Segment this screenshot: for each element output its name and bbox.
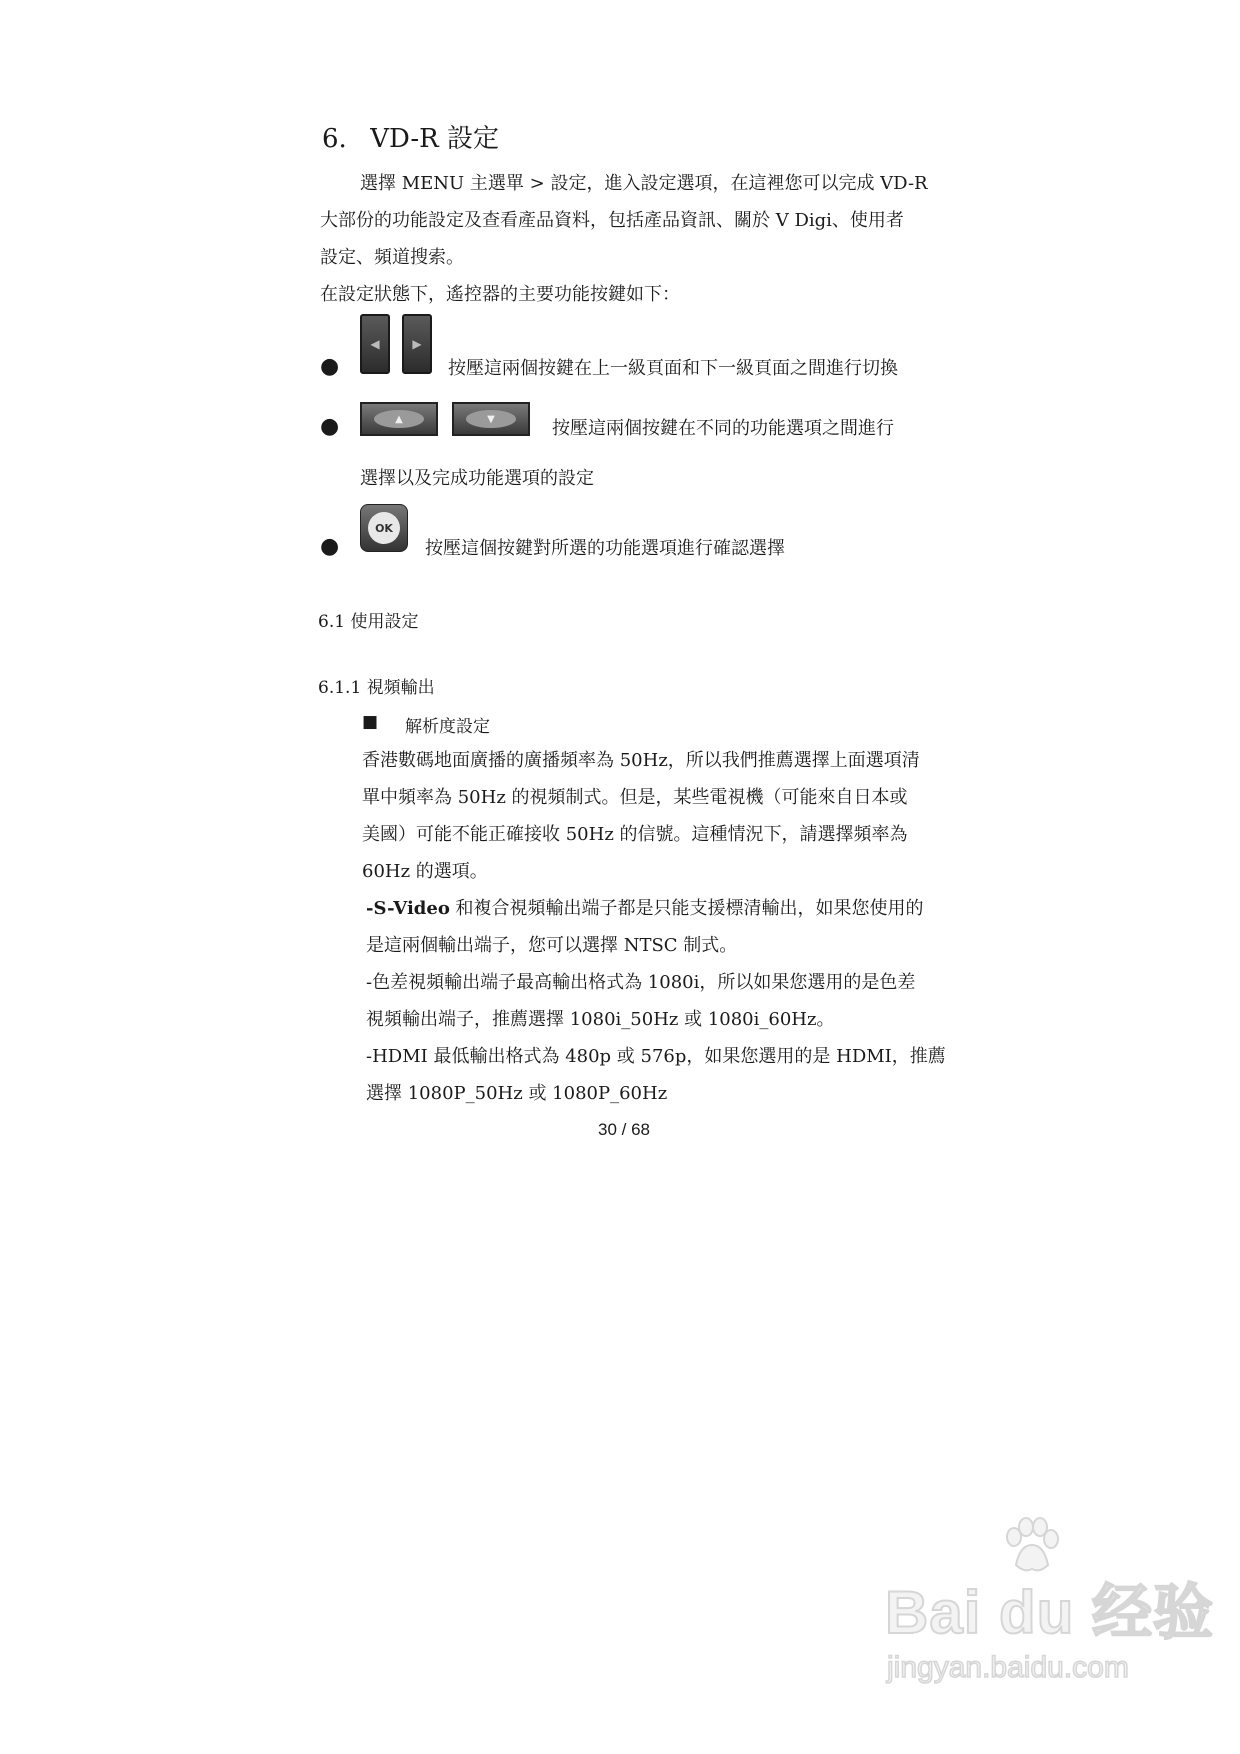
watermark-logo: Bai du 经验 [885,1579,1215,1646]
heading-title: VD-R 設定 [370,124,499,154]
svideo-bold: -S-Video [366,898,450,919]
document-page: 6. VD-R 設定 選擇 MENU 主選單 > 設定，進入設定選項，在這裡您可以完成 VD-R 大部份的功能設定及查看產品資料，包括產品資訊、關於 V Digi、使用者 設定、頻道搜索。 在設定狀態下，遙控器的主要功能按鍵如下： ● ◀ ▶ 按壓這兩個按鍵在上一級頁面和下一級頁面之間進行切換 ● ▲ ▼ 按壓這兩個按鍵在不同的功能選項之間進行 選擇以及完成功能選項的設定 ● OK 按壓這個按鍵對所選的功能選項進行確認選擇 6.1 使用設定 6.1.1 視頻輸出 ■ 解析度設定 香港數碼地面廣播的廣播頻率為 50Hz，所以我們推薦選擇上面選項清 單中頻率為 50Hz 的視頻制式。但是，某些電視機（可能來自日本或 美國）可能不能正確接收 50Hz 的信號。這種情況下，請選擇頻率為 60Hz 的選項。 -S-Video 和複合視頻輸出端子都是只能支援標清輸出，如果您使用的 是這兩個輸出端子，您可以選擇 NTSC 制式。 -色差視頻輸出端子最高輸出格式為 1080i，所以如果您選用的是色差 視頻輸出端子，推薦選擇 1080i_50Hz 或 1080i_60Hz。 -HDMI 最低輸出格式為 480p 或 576p，如果您選用的是 HDMI，推薦 選擇 1080P_50Hz 或 1080P_60Hz 30 / 68 Bai du 经验 jingyan.baidu.com [0,0,1240,1754]
square-bullet: ■ [362,712,379,732]
page-number: 30 / 68 [598,1120,650,1139]
intro-line-2: 大部份的功能設定及查看產品資料，包括產品資訊、關於 V Digi、使用者 [320,210,904,231]
intro-line-1: 選擇 MENU 主選單 > 設定，進入設定選項，在這裡您可以完成 VD-R [360,173,928,194]
body-line-2: 單中頻率為 50Hz 的視頻制式。但是，某些電視機（可能來自日本或 [362,787,908,808]
body-line-4: 60Hz 的選項。 [362,861,488,882]
intro-line-3: 設定、頻道搜索。 [320,247,464,268]
hdmi-line-1: -HDMI 最低輸出格式為 480p 或 576p，如果您選用的是 HDMI，推薦 [366,1046,946,1067]
bullet-text-3: 按壓這個按鍵對所選的功能選項進行確認選擇 [425,538,785,559]
subsection-title: 解析度設定 [405,717,490,737]
hdmi-line-2: 選擇 1080P_50Hz 或 1080P_60Hz [366,1083,668,1104]
bullet-text-1: 按壓這兩個按鍵在上一級頁面和下一級頁面之間進行切換 [448,358,898,379]
bullet-text-2: 按壓這兩個按鍵在不同的功能選項之間進行 [552,418,894,439]
component-line-1: -色差視頻輸出端子最高輸出格式為 1080i，所以如果您選用的是色差 [366,972,916,993]
watermark-url: jingyan.baidu.com [887,1651,1129,1684]
svideo-line-1 [366,890,924,927]
svideo-line-2: 是這兩個輸出端子，您可以選擇 NTSC 制式。 [366,935,738,956]
baidu-watermark [885,1565,1214,1685]
bullet-dot: ● [320,414,340,439]
ok-label: OK [368,512,400,544]
section-6-1: 6.1 使用設定 [318,612,419,632]
bullet-text-2b: 選擇以及完成功能選項的設定 [360,468,594,489]
bullet-dot: ● [320,534,340,559]
section-heading [322,118,499,155]
body-line-1: 香港數碼地面廣播的廣播頻率為 50Hz，所以我們推薦選擇上面選項清 [362,750,920,771]
section-6-1-1: 6.1.1 視頻輸出 [318,678,435,698]
bullet-dot: ● [320,354,340,379]
body-line-3: 美國）可能不能正確接收 50Hz 的信號。這種情況下，請選擇頻率為 [362,824,908,845]
ok-key-icon [360,504,408,552]
heading-number: 6. [322,124,347,154]
intro-line-4: 在設定狀態下，遙控器的主要功能按鍵如下： [320,284,680,305]
svideo-text: 和複合視頻輸出端子都是只能支援標清輸出，如果您使用的 [449,898,924,919]
component-line-2: 視頻輸出端子，推薦選擇 1080i_50Hz 或 1080i_60Hz。 [366,1009,835,1030]
